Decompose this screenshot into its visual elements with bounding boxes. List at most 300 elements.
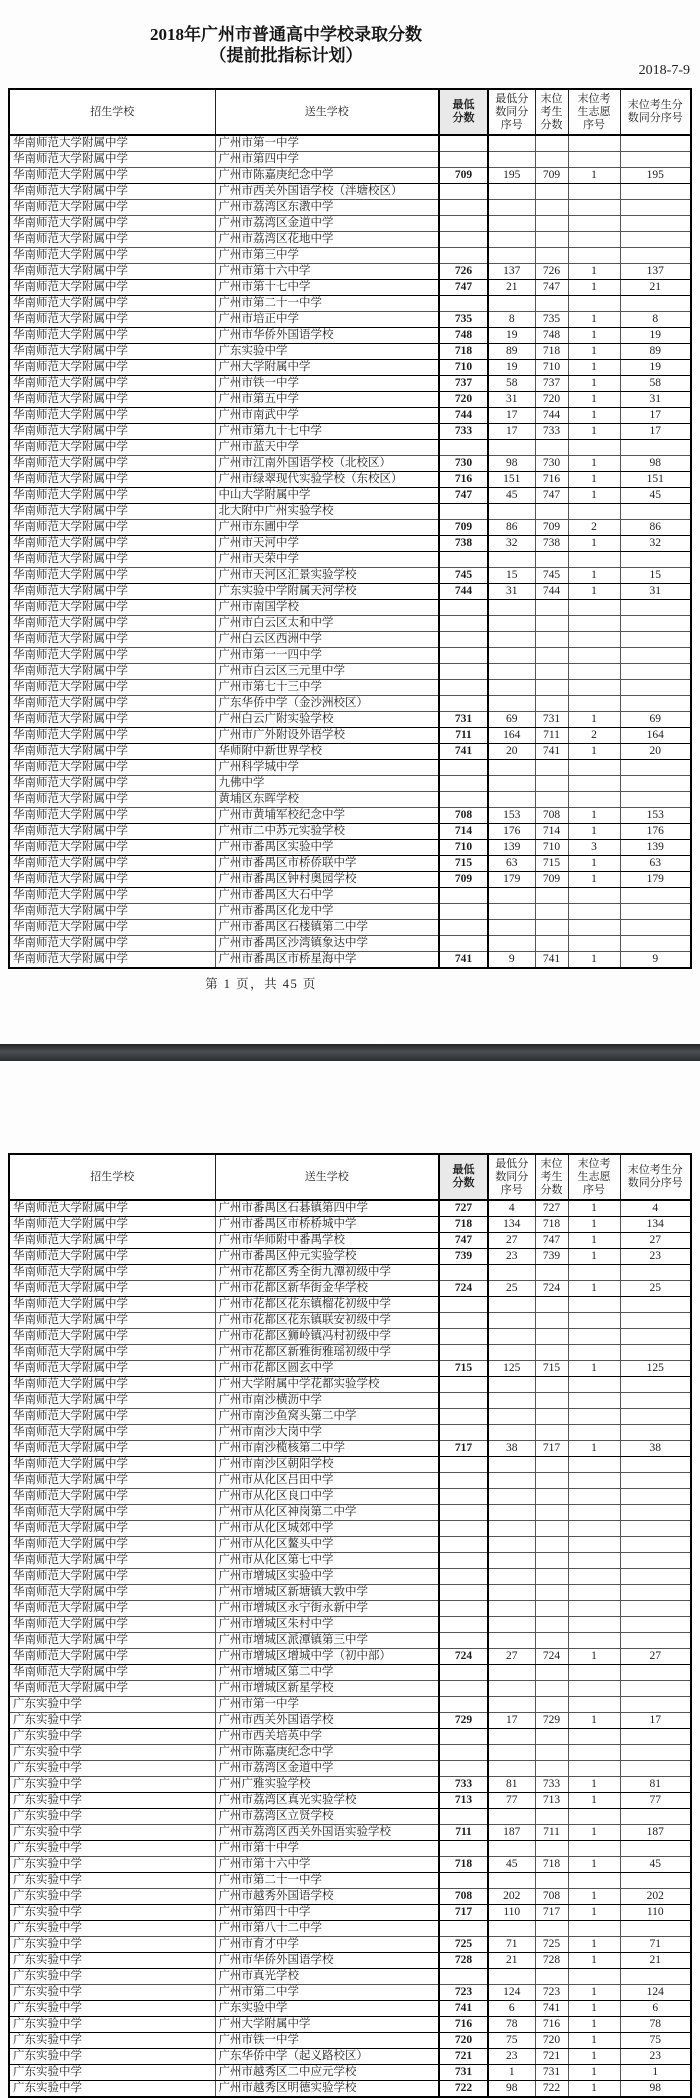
score-cell bbox=[488, 248, 535, 264]
score-cell bbox=[439, 248, 488, 264]
table-row bbox=[9, 376, 691, 392]
score-cell bbox=[488, 1537, 535, 1553]
score-cell: 139 bbox=[620, 840, 691, 856]
score-cell: 89 bbox=[488, 344, 535, 360]
score-cell: 715 bbox=[535, 856, 568, 872]
score-cell: 1 bbox=[568, 1649, 620, 1665]
score-cell: 124 bbox=[620, 1985, 691, 2001]
score-cell: 1 bbox=[568, 1249, 620, 1265]
send-school-cell: 广州市从化区神岗第二中学 bbox=[215, 1505, 439, 1521]
recruit-school-cell: 华南师范大学附属中学 bbox=[9, 680, 215, 696]
recruit-school-cell: 华南师范大学附属中学 bbox=[9, 904, 215, 920]
send-school-cell: 广州市增城区新塘镇大敦中学 bbox=[215, 1585, 439, 1601]
recruit-school-cell: 广东实验中学 bbox=[9, 1809, 215, 1825]
column-header-0: 招生学校 bbox=[9, 89, 215, 135]
score-cell bbox=[488, 1409, 535, 1425]
score-cell: 1 bbox=[568, 808, 620, 824]
score-cell: 1 bbox=[568, 2081, 620, 2098]
score-cell bbox=[439, 1761, 488, 1777]
score-cell bbox=[568, 1873, 620, 1889]
score-cell bbox=[568, 1377, 620, 1393]
score-cell: 164 bbox=[488, 728, 535, 744]
score-cell bbox=[535, 1505, 568, 1521]
score-cell: 1 bbox=[568, 2065, 620, 2081]
score-cell: 19 bbox=[620, 328, 691, 344]
score-cell: 31 bbox=[620, 392, 691, 408]
score-cell: 137 bbox=[620, 264, 691, 280]
score-cell bbox=[439, 888, 488, 904]
score-cell: 78 bbox=[488, 2017, 535, 2033]
score-cell: 81 bbox=[488, 1777, 535, 1793]
recruit-school-cell: 广东实验中学 bbox=[9, 2049, 215, 2065]
score-cell: 202 bbox=[488, 1889, 535, 1905]
recruit-school-cell: 广东实验中学 bbox=[9, 1761, 215, 1777]
recruit-school-cell: 华南师范大学附属中学 bbox=[9, 440, 215, 456]
recruit-school-cell: 华南师范大学附属中学 bbox=[9, 248, 215, 264]
score-cell bbox=[620, 1393, 691, 1409]
send-school-cell: 广州市花都区花东镇榴花初级中学 bbox=[215, 1297, 439, 1313]
table-row bbox=[9, 1953, 691, 1969]
score-cell bbox=[488, 1473, 535, 1489]
score-cell: 716 bbox=[535, 2017, 568, 2033]
score-cell: 1 bbox=[568, 472, 620, 488]
score-cell bbox=[620, 552, 691, 568]
score-cell: 729 bbox=[535, 1713, 568, 1729]
score-cell bbox=[568, 1585, 620, 1601]
score-cell: 137 bbox=[488, 264, 535, 280]
send-school-cell: 广州大学附属中学 bbox=[215, 2017, 439, 2033]
recruit-school-cell: 广东实验中学 bbox=[9, 1969, 215, 1985]
score-cell bbox=[620, 1473, 691, 1489]
score-cell bbox=[439, 1601, 488, 1617]
send-school-cell: 广州市花都区新华街金华学校 bbox=[215, 1281, 439, 1297]
score-cell bbox=[439, 216, 488, 232]
header-row bbox=[9, 89, 691, 135]
score-cell bbox=[439, 1921, 488, 1937]
send-school-cell: 广州市东圃中学 bbox=[215, 520, 439, 536]
table-row bbox=[9, 1200, 691, 1217]
send-school-cell: 广州市番禺区实验中学 bbox=[215, 840, 439, 856]
send-school-cell: 广州市番禺区大石中学 bbox=[215, 888, 439, 904]
score-cell bbox=[439, 1633, 488, 1649]
recruit-school-cell: 华南师范大学附属中学 bbox=[9, 1521, 215, 1537]
score-cell bbox=[439, 1841, 488, 1857]
score-cell: 717 bbox=[535, 1905, 568, 1921]
score-cell: 739 bbox=[439, 1249, 488, 1265]
score-cell: 6 bbox=[620, 2001, 691, 2017]
score-cell bbox=[568, 1329, 620, 1345]
score-cell: 86 bbox=[620, 520, 691, 536]
score-cell: 1 bbox=[568, 856, 620, 872]
score-cell: 19 bbox=[620, 360, 691, 376]
send-school-cell: 广州市第十六中学 bbox=[215, 264, 439, 280]
table-row bbox=[9, 408, 691, 424]
score-cell bbox=[439, 1329, 488, 1345]
recruit-school-cell: 华南师范大学附属中学 bbox=[9, 776, 215, 792]
score-cell: 21 bbox=[620, 280, 691, 296]
column-header-6: 末位考生分数同分序号 bbox=[620, 1154, 691, 1200]
score-cell bbox=[439, 504, 488, 520]
table-row bbox=[9, 1697, 691, 1713]
score-cell: 139 bbox=[488, 840, 535, 856]
send-school-cell: 广州市陈嘉庚纪念中学 bbox=[215, 1745, 439, 1761]
score-cell bbox=[439, 1393, 488, 1409]
table-row bbox=[9, 1345, 691, 1361]
score-cell bbox=[535, 1729, 568, 1745]
score-cell: 730 bbox=[439, 456, 488, 472]
score-cell: 1 bbox=[568, 1857, 620, 1873]
recruit-school-cell: 华南师范大学附属中学 bbox=[9, 840, 215, 856]
score-cell: 1 bbox=[568, 2049, 620, 2065]
score-cell bbox=[488, 680, 535, 696]
score-cell: 1 bbox=[568, 456, 620, 472]
send-school-cell: 广州白云区西洲中学 bbox=[215, 632, 439, 648]
score-cell bbox=[439, 1537, 488, 1553]
score-cell: 747 bbox=[439, 488, 488, 504]
score-cell: 727 bbox=[439, 1200, 488, 1217]
table-row bbox=[9, 568, 691, 584]
column-header-3: 最低分数同分序号 bbox=[488, 89, 535, 135]
score-cell bbox=[535, 1665, 568, 1681]
score-cell: 747 bbox=[535, 280, 568, 296]
table-row bbox=[9, 696, 691, 712]
score-cell: 32 bbox=[488, 536, 535, 552]
score-cell bbox=[488, 1457, 535, 1473]
score-cell bbox=[620, 216, 691, 232]
score-cell bbox=[535, 1457, 568, 1473]
score-cell bbox=[488, 664, 535, 680]
score-cell: 711 bbox=[535, 1825, 568, 1841]
score-cell: 725 bbox=[535, 1937, 568, 1953]
score-cell: 709 bbox=[535, 168, 568, 184]
score-cell bbox=[568, 888, 620, 904]
table-row bbox=[9, 1873, 691, 1889]
recruit-school-cell: 华南师范大学附属中学 bbox=[9, 504, 215, 520]
table-row bbox=[9, 1473, 691, 1489]
score-cell bbox=[488, 1425, 535, 1441]
score-cell: 723 bbox=[535, 1985, 568, 2001]
table-row bbox=[9, 1521, 691, 1537]
send-school-cell: 广州市真光学校 bbox=[215, 1969, 439, 1985]
send-school-cell: 广州市南沙榄核第二中学 bbox=[215, 1441, 439, 1457]
score-cell: 1 bbox=[568, 392, 620, 408]
score-cell bbox=[568, 1313, 620, 1329]
score-cell: 179 bbox=[488, 872, 535, 888]
score-cell: 17 bbox=[620, 424, 691, 440]
score-cell bbox=[620, 1553, 691, 1569]
score-cell bbox=[620, 776, 691, 792]
table-row bbox=[9, 2033, 691, 2049]
score-cell bbox=[488, 1809, 535, 1825]
score-cell: 110 bbox=[488, 1905, 535, 1921]
score-cell bbox=[568, 1921, 620, 1937]
send-school-cell: 广州市培正中学 bbox=[215, 312, 439, 328]
score-cell bbox=[535, 1921, 568, 1937]
table-row bbox=[9, 1761, 691, 1777]
score-cell: 27 bbox=[620, 1233, 691, 1249]
column-header-5: 末位考生志愿序号 bbox=[568, 1154, 620, 1200]
score-cell: 741 bbox=[439, 2001, 488, 2017]
score-cell: 1 bbox=[568, 1233, 620, 1249]
score-cell bbox=[535, 904, 568, 920]
recruit-school-cell: 华南师范大学附属中学 bbox=[9, 1601, 215, 1617]
score-cell: 23 bbox=[620, 1249, 691, 1265]
send-school-cell: 广州市荔湾区金道中学 bbox=[215, 216, 439, 232]
score-cell: 1 bbox=[568, 1713, 620, 1729]
score-cell: 1 bbox=[568, 584, 620, 600]
send-school-cell: 广州市南沙横沥中学 bbox=[215, 1393, 439, 1409]
score-cell bbox=[620, 760, 691, 776]
score-cell: 1 bbox=[620, 2065, 691, 2081]
recruit-school-cell: 华南师范大学附属中学 bbox=[9, 808, 215, 824]
score-cell bbox=[535, 1841, 568, 1857]
column-header-4: 末位考生分数 bbox=[535, 1154, 568, 1200]
score-cell bbox=[620, 664, 691, 680]
score-cell: 1 bbox=[568, 328, 620, 344]
score-cell bbox=[620, 680, 691, 696]
score-cell bbox=[535, 1617, 568, 1633]
table-row bbox=[9, 1409, 691, 1425]
score-cell: 708 bbox=[439, 1889, 488, 1905]
score-cell bbox=[535, 664, 568, 680]
send-school-cell: 广州市从化区吕田中学 bbox=[215, 1473, 439, 1489]
score-cell bbox=[620, 632, 691, 648]
score-cell bbox=[620, 696, 691, 712]
send-school-cell: 广州市花都区圆玄中学 bbox=[215, 1361, 439, 1377]
score-cell bbox=[535, 1809, 568, 1825]
table-row bbox=[9, 936, 691, 952]
table-row bbox=[9, 184, 691, 200]
score-cell bbox=[535, 1345, 568, 1361]
recruit-school-cell: 华南师范大学附属中学 bbox=[9, 872, 215, 888]
score-cell: 1 bbox=[568, 1217, 620, 1233]
send-school-cell: 广州市从化区第七中学 bbox=[215, 1553, 439, 1569]
score-cell: 709 bbox=[439, 520, 488, 536]
recruit-school-cell: 华南师范大学附属中学 bbox=[9, 1425, 215, 1441]
table-row bbox=[9, 2049, 691, 2065]
recruit-school-cell: 华南师范大学附属中学 bbox=[9, 536, 215, 552]
score-cell: 38 bbox=[620, 1441, 691, 1457]
table-row bbox=[9, 600, 691, 616]
score-cell: 1 bbox=[568, 280, 620, 296]
score-cell: 1 bbox=[568, 1953, 620, 1969]
send-school-cell: 广州市南武中学 bbox=[215, 408, 439, 424]
score-cell: 1 bbox=[568, 1777, 620, 1793]
send-school-cell: 广州市番禺区市桥侨联中学 bbox=[215, 856, 439, 872]
score-cell: 733 bbox=[535, 424, 568, 440]
table-row bbox=[9, 312, 691, 328]
score-cell: 748 bbox=[439, 328, 488, 344]
score-cell: 744 bbox=[439, 584, 488, 600]
recruit-school-cell: 华南师范大学附属中学 bbox=[9, 280, 215, 296]
send-school-cell: 广州市花都区新雅街雅瑶初级中学 bbox=[215, 1345, 439, 1361]
send-school-cell: 广州市番禺区石楼镇第二中学 bbox=[215, 920, 439, 936]
score-cell: 1 bbox=[568, 824, 620, 840]
score-cell bbox=[568, 1553, 620, 1569]
recruit-school-cell: 华南师范大学附属中学 bbox=[9, 920, 215, 936]
score-cell bbox=[488, 1633, 535, 1649]
score-cell bbox=[535, 1681, 568, 1697]
recruit-school-cell: 华南师范大学附属中学 bbox=[9, 1297, 215, 1313]
score-cell: 164 bbox=[620, 728, 691, 744]
score-cell: 71 bbox=[488, 1937, 535, 1953]
score-cell: 741 bbox=[439, 952, 488, 969]
table-row bbox=[9, 1713, 691, 1729]
score-cell: 718 bbox=[439, 1857, 488, 1873]
column-header-3: 最低分数同分序号 bbox=[488, 1154, 535, 1200]
send-school-cell: 广州广雅实验学校 bbox=[215, 1777, 439, 1793]
score-cell bbox=[488, 1745, 535, 1761]
score-cell: 731 bbox=[439, 712, 488, 728]
score-cell bbox=[439, 760, 488, 776]
recruit-school-cell: 华南师范大学附属中学 bbox=[9, 488, 215, 504]
score-cell: 86 bbox=[488, 520, 535, 536]
score-cell: 151 bbox=[620, 472, 691, 488]
send-school-cell: 广州市第四中学 bbox=[215, 152, 439, 168]
score-cell: 711 bbox=[439, 728, 488, 744]
table-row bbox=[9, 680, 691, 696]
score-cell: 71 bbox=[620, 1937, 691, 1953]
score-cell bbox=[620, 1745, 691, 1761]
recruit-school-cell: 华南师范大学附属中学 bbox=[9, 1585, 215, 1601]
score-cell bbox=[620, 1345, 691, 1361]
score-cell bbox=[568, 600, 620, 616]
score-cell bbox=[488, 936, 535, 952]
score-cell bbox=[535, 680, 568, 696]
score-cell bbox=[535, 504, 568, 520]
table-row bbox=[9, 632, 691, 648]
score-cell bbox=[439, 1521, 488, 1537]
recruit-school-cell: 广东实验中学 bbox=[9, 1713, 215, 1729]
score-cell bbox=[439, 1409, 488, 1425]
score-cell bbox=[568, 232, 620, 248]
score-cell bbox=[488, 1265, 535, 1281]
score-cell: 718 bbox=[535, 344, 568, 360]
recruit-school-cell: 华南师范大学附属中学 bbox=[9, 232, 215, 248]
score-cell bbox=[620, 1873, 691, 1889]
score-cell bbox=[439, 1617, 488, 1633]
score-cell bbox=[488, 904, 535, 920]
send-school-cell: 广州市南沙区朝阳学校 bbox=[215, 1457, 439, 1473]
score-cell: 98 bbox=[620, 456, 691, 472]
table-row bbox=[9, 616, 691, 632]
table-row bbox=[9, 904, 691, 920]
recruit-school-cell: 广东实验中学 bbox=[9, 1841, 215, 1857]
score-cell bbox=[568, 680, 620, 696]
table-row bbox=[9, 1937, 691, 1953]
score-cell: 1 bbox=[568, 1441, 620, 1457]
score-cell: 718 bbox=[439, 1217, 488, 1233]
send-school-cell: 广州市增城区新星学校 bbox=[215, 1681, 439, 1697]
score-cell: 726 bbox=[439, 264, 488, 280]
table-row bbox=[9, 280, 691, 296]
score-cell: 708 bbox=[535, 1889, 568, 1905]
score-cell: 721 bbox=[439, 2049, 488, 2065]
score-cell: 1 bbox=[568, 1361, 620, 1377]
send-school-cell: 广州白云广附实验学校 bbox=[215, 712, 439, 728]
score-cell bbox=[439, 920, 488, 936]
score-cell bbox=[568, 152, 620, 168]
score-cell: 715 bbox=[439, 1361, 488, 1377]
score-cell bbox=[620, 1585, 691, 1601]
recruit-school-cell: 华南师范大学附属中学 bbox=[9, 472, 215, 488]
score-cell: 1 bbox=[568, 2017, 620, 2033]
table-row bbox=[9, 1585, 691, 1601]
score-cell bbox=[568, 1393, 620, 1409]
score-cell bbox=[488, 232, 535, 248]
score-cell: 1 bbox=[568, 2033, 620, 2049]
title-line-1: 2018年广州市普通高中学校录取分数 bbox=[150, 25, 422, 44]
score-cell: 716 bbox=[535, 472, 568, 488]
table-row bbox=[9, 792, 691, 808]
send-school-cell: 广州市江南外国语学校（北校区） bbox=[215, 456, 439, 472]
table-row bbox=[9, 216, 691, 232]
table-row bbox=[9, 1217, 691, 1233]
score-cell: 98 bbox=[488, 456, 535, 472]
table-row bbox=[9, 152, 691, 168]
score-cell bbox=[620, 1489, 691, 1505]
score-cell bbox=[620, 1505, 691, 1521]
score-cell: 1 bbox=[568, 568, 620, 584]
score-cell bbox=[568, 1665, 620, 1681]
header-row bbox=[9, 1154, 691, 1200]
send-school-cell: 广州市荔湾区真光实验学校 bbox=[215, 1793, 439, 1809]
table-row bbox=[9, 920, 691, 936]
send-school-cell: 广州市南沙大岗中学 bbox=[215, 1425, 439, 1441]
score-cell bbox=[535, 1425, 568, 1441]
recruit-school-cell: 华南师范大学附属中学 bbox=[9, 360, 215, 376]
send-school-cell: 广州市第一中学 bbox=[215, 1697, 439, 1713]
score-cell bbox=[488, 552, 535, 568]
score-cell: 735 bbox=[535, 312, 568, 328]
send-school-cell: 广州市番禺区仲元实验学校 bbox=[215, 1249, 439, 1265]
score-cell: 720 bbox=[439, 2033, 488, 2049]
score-cell: 711 bbox=[439, 1825, 488, 1841]
recruit-school-cell: 华南师范大学附属中学 bbox=[9, 1313, 215, 1329]
score-cell: 741 bbox=[439, 744, 488, 760]
table-row bbox=[9, 1729, 691, 1745]
score-cell bbox=[439, 792, 488, 808]
score-cell: 745 bbox=[439, 568, 488, 584]
table-row bbox=[9, 1377, 691, 1393]
score-cell: 1 bbox=[568, 488, 620, 504]
score-cell bbox=[488, 1297, 535, 1313]
score-cell bbox=[439, 184, 488, 200]
table-row bbox=[9, 840, 691, 856]
score-cell bbox=[535, 600, 568, 616]
score-cell: 124 bbox=[488, 1985, 535, 2001]
score-cell bbox=[568, 1745, 620, 1761]
send-school-cell: 广州市番禺区沙湾镇象达中学 bbox=[215, 936, 439, 952]
score-cell bbox=[568, 135, 620, 152]
recruit-school-cell: 华南师范大学附属中学 bbox=[9, 584, 215, 600]
recruit-school-cell: 广东实验中学 bbox=[9, 1745, 215, 1761]
score-cell: 63 bbox=[488, 856, 535, 872]
score-cell bbox=[535, 248, 568, 264]
score-cell bbox=[488, 1553, 535, 1569]
score-cell bbox=[535, 616, 568, 632]
score-cell bbox=[568, 1537, 620, 1553]
send-school-cell: 广州市从化区良口中学 bbox=[215, 1489, 439, 1505]
score-cell bbox=[620, 152, 691, 168]
recruit-school-cell: 华南师范大学附属中学 bbox=[9, 792, 215, 808]
score-cell: 17 bbox=[488, 1713, 535, 1729]
score-cell bbox=[488, 1601, 535, 1617]
recruit-school-cell: 华南师范大学附属中学 bbox=[9, 568, 215, 584]
recruit-school-cell: 华南师范大学附属中学 bbox=[9, 456, 215, 472]
score-cell bbox=[488, 296, 535, 312]
table-row bbox=[9, 1361, 691, 1377]
